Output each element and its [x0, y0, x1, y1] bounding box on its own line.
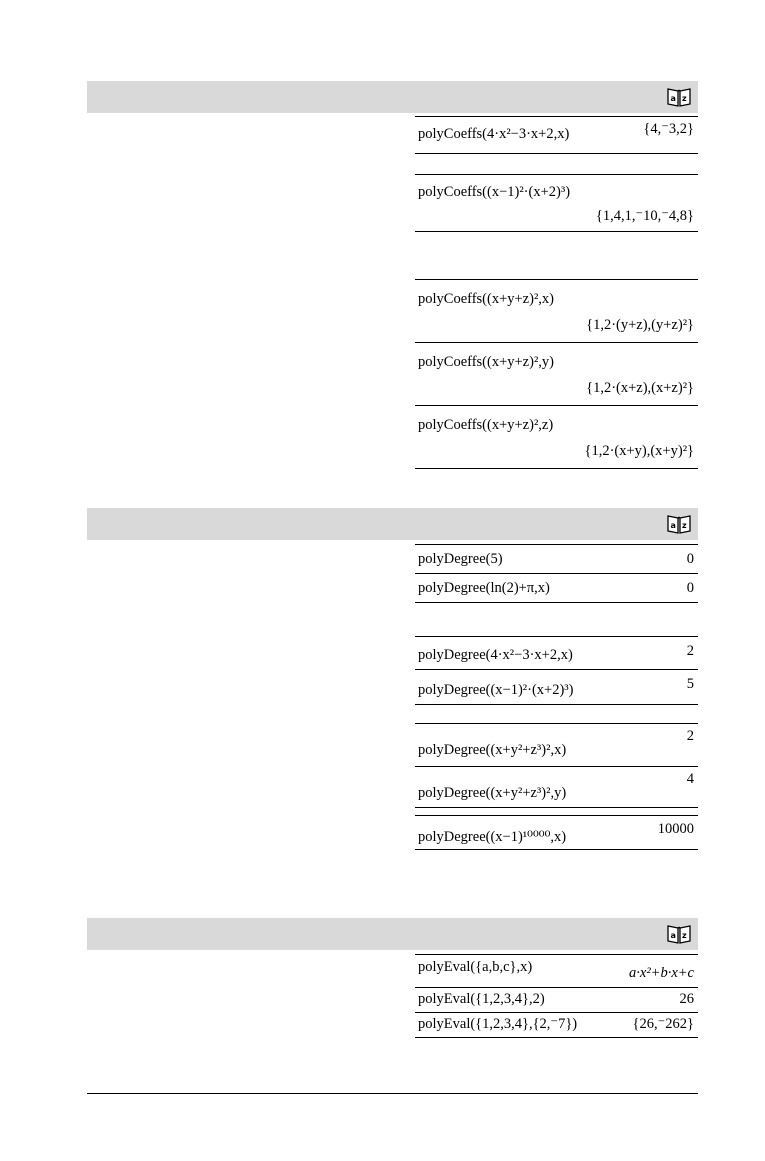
- section-header-polyeval: [87, 918, 698, 950]
- example-row: polyCoeffs((x+y+z)²,x) {1,2·(y+z),(y+z)²}: [415, 279, 698, 342]
- example-row: polyDegree((x−1)²·(x+2)³) 5: [415, 669, 698, 705]
- example-row: polyCoeffs((x+y+z)²,y) {1,2·(x+z),(x+z)²}: [415, 342, 698, 405]
- example-row: polyDegree(ln(2)+π,x) 0: [415, 573, 698, 603]
- example-row: polyCoeffs((x−1)²·(x+2)³) {1,4,1,⁻10,⁻4,8}: [415, 174, 698, 232]
- section-header-polycoeffs: [87, 81, 698, 113]
- example-row: polyEval({1,2,3,4},{2,⁻7}) {26,⁻262}: [415, 1012, 698, 1038]
- example-row: polyDegree(5) 0: [415, 544, 698, 573]
- svg-text:z: z: [682, 521, 687, 530]
- catalog-book-icon: [666, 86, 692, 108]
- example-row: polyDegree((x+y²+z³)²,x) 2: [415, 723, 698, 766]
- footer-rule: [87, 1093, 698, 1094]
- example-row: polyDegree((x−1)¹⁰⁰⁰⁰,x) 10000: [415, 815, 698, 850]
- svg-text:z: z: [682, 931, 687, 940]
- catalog-book-icon: [666, 923, 692, 945]
- example-row: polyDegree(4·x²−3·x+2,x) 2: [415, 636, 698, 669]
- example-row: polyDegree((x+y²+z³)²,y) 4: [415, 766, 698, 808]
- example-row: polyEval({1,2,3,4},2) 26: [415, 987, 698, 1012]
- section-header-polydegree: [87, 508, 698, 540]
- example-row: polyCoeffs((x+y+z)²,z) {1,2·(x+y),(x+y)²}: [415, 405, 698, 469]
- example-row: polyCoeffs(4·x²−3·x+2,x) {4,⁻3,2}: [415, 116, 698, 154]
- svg-text:z: z: [682, 94, 687, 103]
- svg-text:a: a: [670, 94, 676, 103]
- example-row: polyEval({a,b,c},x) a·x²+b·x+c: [415, 954, 698, 987]
- svg-text:a: a: [670, 931, 676, 940]
- svg-text:a: a: [670, 521, 676, 530]
- catalog-book-icon: [666, 513, 692, 535]
